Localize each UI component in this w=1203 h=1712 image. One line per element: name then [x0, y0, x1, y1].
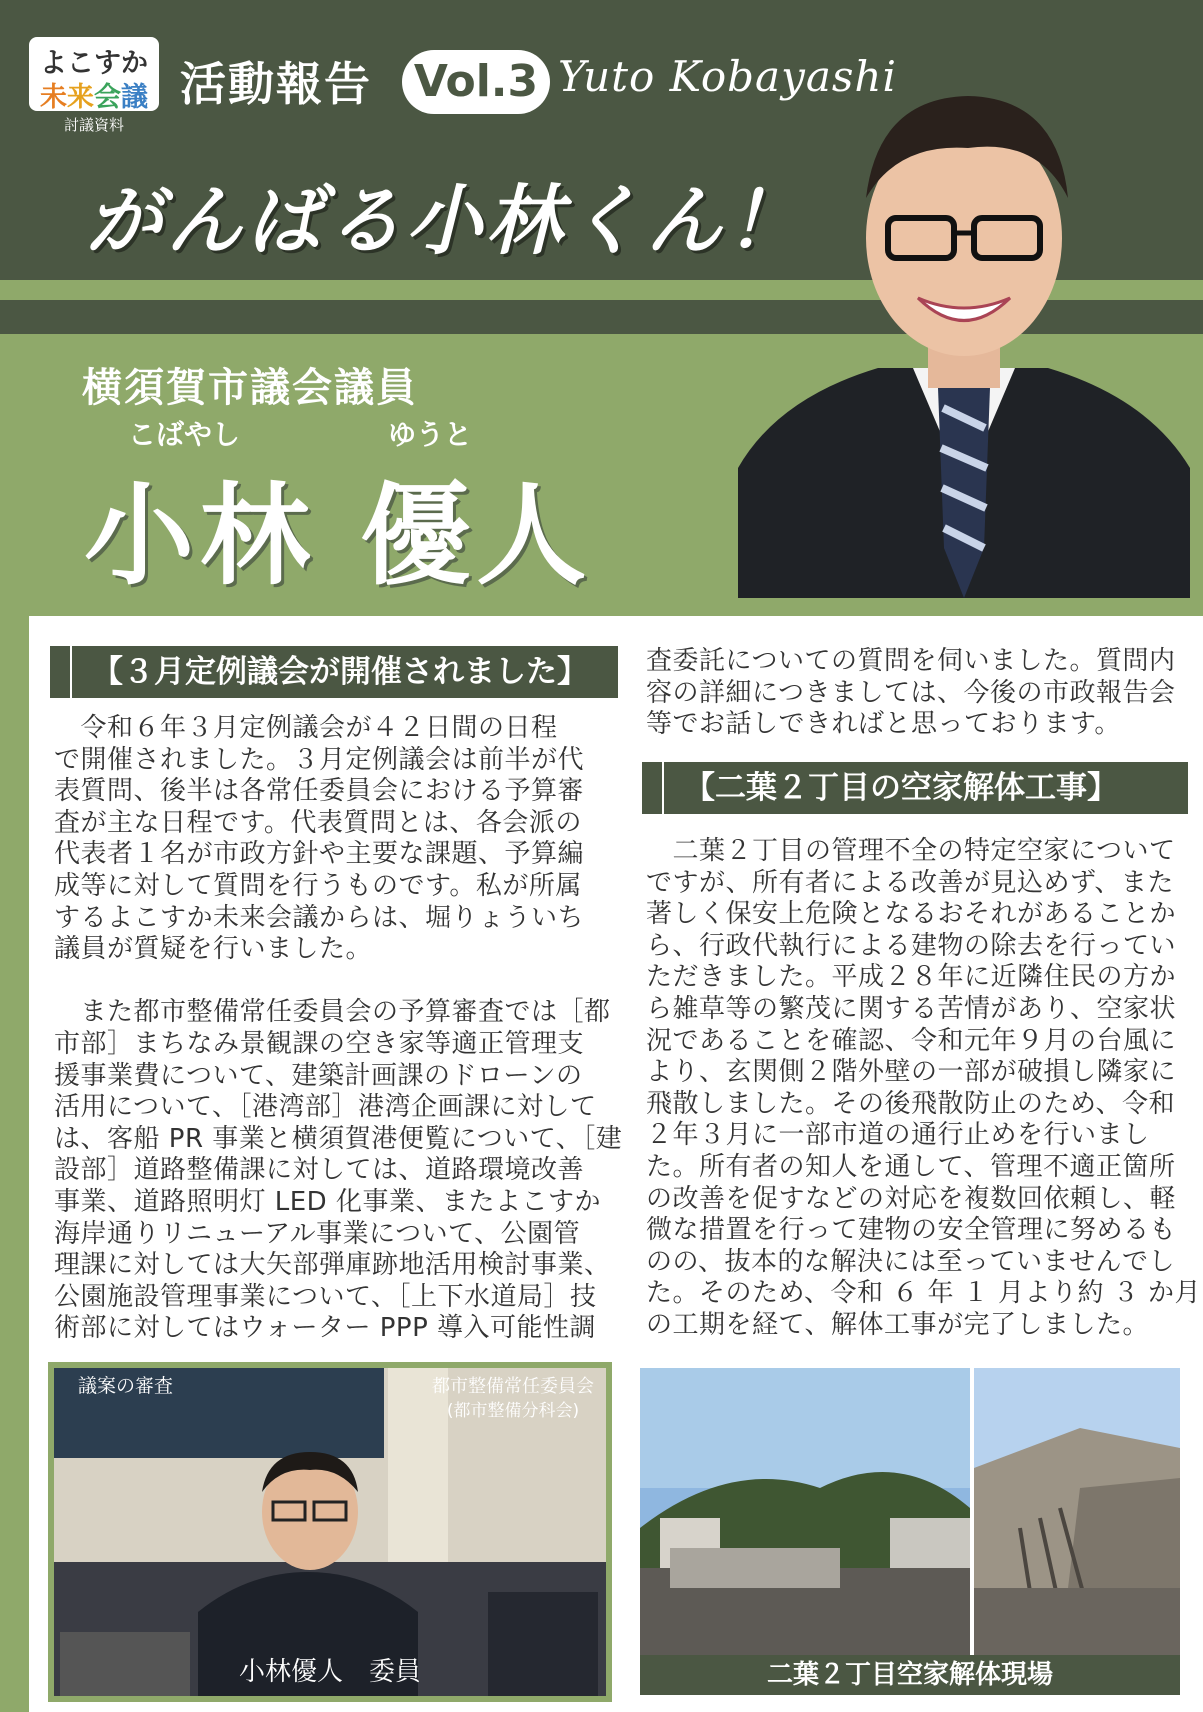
- photo-label-right2: (都市整備分科会): [446, 1401, 580, 1421]
- article-line: ですが、所有者による改善が見込めず、また: [646, 867, 1174, 898]
- article-march-session-continued: [646, 646, 1175, 741]
- article-line: 令和６年３月定例議会が４２日間の日程: [54, 713, 558, 743]
- person-name: 小林 優人: [84, 472, 593, 600]
- article-line: の工期を経て、解体工事が完了しました。: [646, 1309, 1149, 1340]
- slogan: がんばる小林くん！: [86, 176, 806, 265]
- role-title: 横須賀市議会議員: [82, 365, 418, 411]
- article-line: 容の詳細につきましては、今後の市政報告会: [646, 677, 1176, 708]
- article-line: 議員が質疑を行いました。: [54, 934, 373, 965]
- article-march-session: [54, 713, 622, 1345]
- article-line: 公園施設管理事業について、［上下水道局］技: [54, 1281, 597, 1312]
- article-line: するよこすか未来会議からは、堀りょういち: [54, 902, 585, 933]
- section-heading-march-session: 【３月定例議会が開催されました】: [50, 646, 618, 698]
- article-line: のの、抜本的な解決には至っていませんでし: [646, 1246, 1175, 1277]
- article-line: より、玄関側２階外壁の一部が破損し隣家に: [646, 1057, 1177, 1088]
- party-logo: [29, 37, 159, 111]
- photo-label-left: 議案の審査: [78, 1375, 174, 1397]
- name-ruby-family: こばやし: [128, 418, 241, 451]
- article-line: た。所有者の知人を通して、管理不適正箇所: [646, 1151, 1176, 1182]
- article-line: ただきました。平成２８年に近隣住民の方か: [646, 962, 1177, 993]
- article-line: 海岸通りリニューアル事業について、公園管: [54, 1218, 581, 1249]
- demolition-photo-caption: 二葉２丁目空家解体現場: [640, 1655, 1180, 1695]
- article-line: は、客船 PR 事業と横須賀港便覧について、［建: [54, 1123, 623, 1154]
- signature: Yuto Kobayashi: [558, 52, 897, 101]
- article-line: 等でお話しできればと思っております。: [646, 709, 1121, 740]
- party-logo-line2: 未来会議: [40, 82, 148, 113]
- article-line: ら雑草等の繁茂に関する苦情があり、空家状: [646, 993, 1177, 1024]
- article-line: 術部に対してはウォーター PPP 導入可能性調: [54, 1313, 597, 1344]
- committee-photo: [48, 1362, 612, 1702]
- article-line: 設部］道路整備課に対しては、道路環境改善: [54, 1155, 585, 1186]
- article-line: [54, 966, 622, 998]
- article-demolition: [646, 836, 1201, 1342]
- article-line: 活用について、［港湾部］港湾企画課に対して: [54, 1092, 597, 1123]
- article-line: 事業、道路照明灯 LED 化事業、またよこすか: [54, 1186, 601, 1217]
- article-line: の改善を促すなどの対応を複数回依頼し、軽: [646, 1183, 1177, 1214]
- article-line: 援事業費について、建築計画課のドローンの: [54, 1060, 583, 1091]
- article-line: 著しく保安上危険となるおそれがあることか: [646, 899, 1177, 930]
- article-line: 況であることを確認、令和元年９月の台風に: [646, 1025, 1177, 1056]
- article-line: た。そのため、令和 ６ 年 １ 月より約 ３ か月: [646, 1278, 1202, 1309]
- portrait-photo: [738, 68, 1190, 598]
- article-line: 飛散しました。その後飛散防止のため、令和: [646, 1088, 1175, 1119]
- party-logo-line1: よこすか: [40, 48, 148, 79]
- section-heading-demolition: 【二葉２丁目の空家解体工事】: [642, 762, 1188, 814]
- article-line: また都市整備常任委員会の予算審査では［都: [54, 997, 611, 1028]
- photo-label-right1: 都市整備常任委員会: [432, 1376, 594, 1397]
- article-line: ２年３月に一部市道の通行止めを行いまし: [646, 1120, 1150, 1151]
- article-line: 理課に対しては大矢部弾庫跡地活用検討事業、: [54, 1250, 611, 1281]
- demolition-site-photo: [640, 1368, 1180, 1655]
- article-line: 代表者１名が市政方針や主要な課題、予算編: [54, 839, 585, 870]
- article-line: 市部］まちなみ景観課の空き家等適正管理支: [54, 1028, 585, 1059]
- badge-subtitle: 討議資料: [63, 116, 124, 134]
- article-line: 査委託についての質問を伺いました。質問内: [646, 646, 1176, 676]
- article-line: 査が主な日程です。代表質問とは、各会派の: [54, 807, 582, 838]
- article-line: ら、行政代執行による建物の除去を行ってい: [646, 930, 1177, 961]
- name-ruby-given: ゆうと: [388, 418, 473, 451]
- report-title: 活動報告: [180, 57, 372, 111]
- article-line: で開催されました。３月定例議会は前半が代: [54, 744, 585, 775]
- article-line: 成等に対して質問を行うものです。私が所属: [54, 870, 582, 901]
- article-line: 微な措置を行って建物の安全管理に努めるも: [646, 1215, 1177, 1246]
- article-line: 二葉２丁目の管理不全の特定空家について: [646, 836, 1176, 866]
- volume-badge: Vol.3: [402, 50, 550, 114]
- article-line: 表質問、後半は各常任委員会における予算審: [54, 776, 585, 807]
- photo-caption: 小林優人 委員: [238, 1657, 422, 1687]
